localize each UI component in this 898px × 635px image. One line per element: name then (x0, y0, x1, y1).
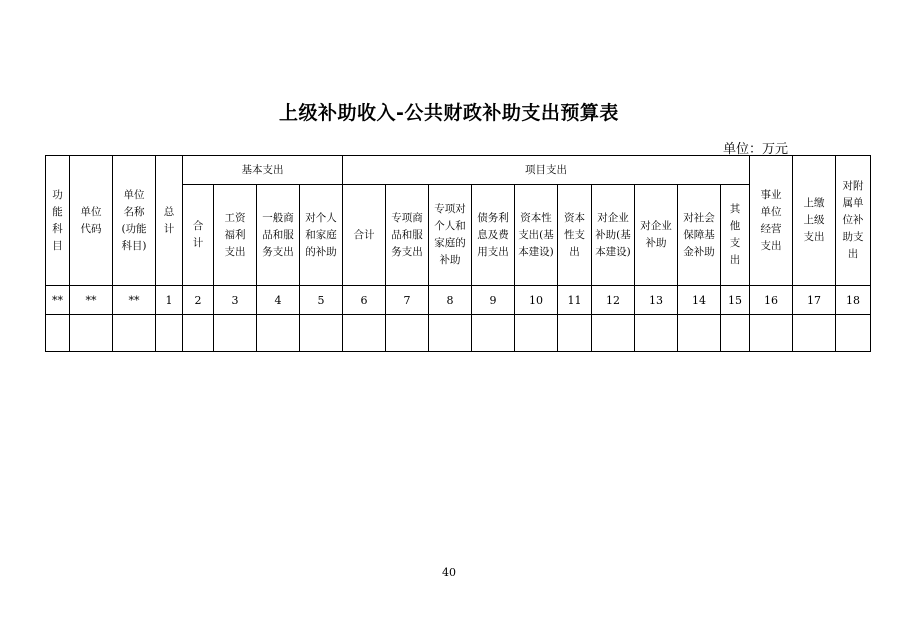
data-cell (386, 315, 429, 352)
header-remit: 上缴上级支出 (793, 156, 836, 286)
header-basic-total: 合计 (183, 185, 214, 286)
index-cell: 3 (214, 286, 257, 315)
index-row (46, 286, 871, 315)
index-cell: ** (46, 286, 70, 315)
index-cell: 9 (472, 286, 515, 315)
data-cell (836, 315, 871, 352)
header-proj-ent-build: 对企业补助(基本建设) (592, 185, 635, 286)
header-project-group: 项目支出 (343, 156, 750, 185)
page-title: 上级补助收入-公共财政补助支出预算表 (279, 102, 619, 124)
index-cell: 13 (635, 286, 678, 315)
header-basic-salary: 工资福利支出 (214, 185, 257, 286)
header-proj-ent: 对企业补助 (635, 185, 678, 286)
header-proj-debt: 债务利息及费用支出 (472, 185, 515, 286)
header-proj-goods: 专项商品和服务支出 (386, 185, 429, 286)
header-proj-social: 对社会保障基金补助 (678, 185, 721, 286)
index-cell: 10 (515, 286, 558, 315)
header-total: 总计 (156, 156, 183, 286)
header-affiliate: 对附属单位补助支出 (836, 156, 871, 286)
budget-table (45, 155, 871, 352)
index-cell: 2 (183, 286, 214, 315)
data-cell (257, 315, 300, 352)
index-cell: 7 (386, 286, 429, 315)
header-proj-other: 其他支出 (721, 185, 750, 286)
header-unit-code: 单位代码 (70, 156, 113, 286)
header-func-subject: 功能科目 (46, 156, 70, 286)
data-cell (183, 315, 214, 352)
header-proj-capital-build: 资本性支出(基本建设) (515, 185, 558, 286)
page-number: 40 (442, 566, 456, 579)
data-cell (678, 315, 721, 352)
index-cell: 12 (592, 286, 635, 315)
data-cell (156, 315, 183, 352)
index-cell: 14 (678, 286, 721, 315)
header-basic-goods: 一般商品和服务支出 (257, 185, 300, 286)
data-cell (46, 315, 70, 352)
data-cell (515, 315, 558, 352)
unit-label: 单位：万元 (722, 142, 788, 157)
data-cell (472, 315, 515, 352)
header-unit-name: 单位名称(功能科目) (113, 156, 156, 286)
data-cell (721, 315, 750, 352)
header-basic-group: 基本支出 (183, 156, 343, 185)
data-cell (750, 315, 793, 352)
header-basic-family: 对个人和家庭的补助 (300, 185, 343, 286)
index-cell: 5 (300, 286, 343, 315)
index-cell: 17 (793, 286, 836, 315)
index-cell: 16 (750, 286, 793, 315)
data-cell (300, 315, 343, 352)
data-cell (113, 315, 156, 352)
index-cell: 8 (429, 286, 472, 315)
index-cell: ** (70, 286, 113, 315)
header-proj-total: 合计 (343, 185, 386, 286)
header-proj-capital: 资本性支出 (558, 185, 592, 286)
index-cell: 4 (257, 286, 300, 315)
data-cell (592, 315, 635, 352)
index-cell: 1 (156, 286, 183, 315)
header-biz: 事业单位经营支出 (750, 156, 793, 286)
data-cell (558, 315, 592, 352)
index-cell: ** (113, 286, 156, 315)
data-cell (429, 315, 472, 352)
index-cell: 6 (343, 286, 386, 315)
index-cell: 18 (836, 286, 871, 315)
data-cell (214, 315, 257, 352)
index-cell: 11 (558, 286, 592, 315)
index-cell: 15 (721, 286, 750, 315)
header-proj-family: 专项对个人和家庭的补助 (429, 185, 472, 286)
empty-data-row (46, 315, 871, 352)
data-cell (635, 315, 678, 352)
data-cell (343, 315, 386, 352)
data-cell (70, 315, 113, 352)
data-cell (793, 315, 836, 352)
